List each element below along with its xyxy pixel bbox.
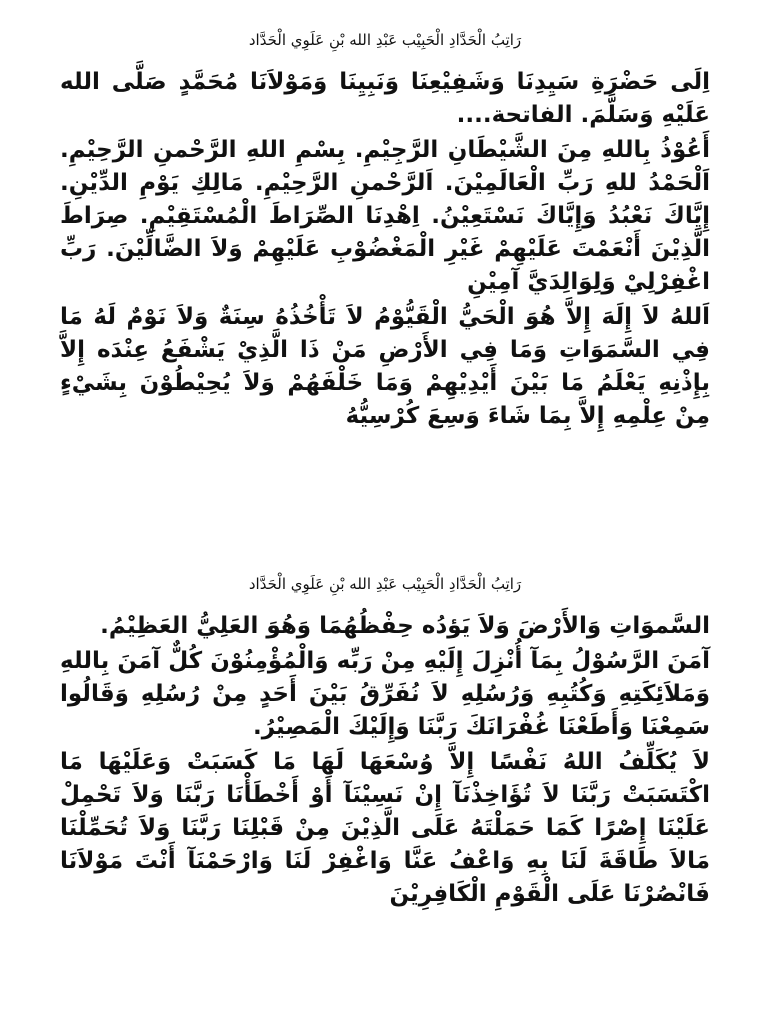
header-title: رَاتِبُ الْحَدَّادِ الْحَبِيْب عَبْدِ الله بْنِ عَلَوِي الْحَدَّاد [248, 575, 522, 593]
header-title: رَاتِبُ الْحَدَّادِ الْحَبِيْب عَبْدِ الله بْنِ عَلَوِي الْحَدَّاد [248, 31, 522, 49]
paragraph-ayat-kursi: اَللهُ لاَ إِلَهَ إِلاَّ هُوَ الْحَيُّ الْقَيُّوْمُ لاَ تَأْخُذُهُ سِنَةٌ وَلاَ نَوْمٌ لَهُ مَا فِي السَّمَوَاتِ وَمَا فِي الأَرْضِ مَنْ ذَا الَّذِيْ يَشْفَعُ عِنْدَه إِلاَّ بِإِذْنِهِ يَعْلَمُ مَا بَيْنَ أَيْدِيْهِمْ وَمَا خَلْفَهُمْ وَلاَ يُحِيْطُوْنَ بِشَيْءٍ مِنْ عِلْمِهِ إِلاَّ بِمَا شَاءَ وَسِعَ كُرْسِيُّهُ [60, 304, 710, 429]
paragraph-ayat-kursi-end: السَّموَاتِ وَالأَرْضَ وَلاَ يَؤدُه حِفْظُهُمَا وَهُوَ العَلِيُّ العَظِيْمُ. [100, 613, 710, 639]
document-section-2 [60, 572, 710, 913]
document-section-1 [60, 28, 710, 435]
paragraph-dedication: اِلَى حَضْرَةِ سَيِدِنَا وَشَفِيْعِنَا وَنَبِيِنَا وَمَوْلاَنَا مُحَمَّدٍ صَلَّى الله عَلَيْهِ وَسَلَّمَ. الفاتحة.... [60, 69, 710, 128]
paragraph-la-yukallifu: لاَ يُكَلِّفُ اللهُ نَفْسًا إِلاَّ وُسْعَهَا لَهَا مَا كَسَبَتْ وَعَلَيْهَا مَا اكْتَسَبَتْ رَبَّنَا لاَ تُؤَاخِذْنَآ إِنْ نَسِيْنَآ أَوْ أَخْطَأْنَا رَبَّنَا وَلاَ تَحْمِلْ عَلَيْنَا إِصْرًا كَمَا حَمَلْتَهُ عَلَى الَّذِيْنَ مِنْ قَبْلِنَا رَبَّنَا وَلاَ تُحَمِّلْنَا مَالاَ طَاقَةَ لَنَا بِهِ وَاعْفُ عَنَّا وَاغْفِرْ لَنَا وَارْحَمْنَآ أَنْتَ مَوْلاَنَا فَانْصُرْنَا عَلَى الْقَوْمِ الْكَافِرِيْنَ [60, 749, 710, 907]
paragraph-fatiha: أَعُوْذُ بِاللهِ مِنَ الشَّيْطَانِ الرَّجِيْمِ. بِسْمِ اللهِ الرَّحْمنِ الرَّحِيْمِ. اَلْحَمْدُ للهِ رَبِّ الْعَالَمِيْنَ. اَلرَّحْمنِ الرَّحِيْمِ. مَالِكِ يَوْمِ الدِّيْنِ. إِيَّاكَ نَعْبُدُ وَإِيَّاكَ نَسْتَعِيْنُ. اِهْدِنَا الصِّرَاطَ الْمُسْتَقِيْمِ. صِرَاطَ الَّذِيْنَ أَنْعَمْتَ عَلَيْهِمْ غَيْرِ الْمَغْضُوْبِ عَلَيْهِمْ وَلاَ الضَّالِّيْنَ. رَبِّ اغْفِرْلِيْ وَلِوَالِدَيَّ آمِيْنِ [60, 137, 710, 295]
paragraph-amana-rasul: آمَنَ الرَّسُوْلُ بِمَآ أُنْزِلَ إِلَيْهِ مِنْ رَبِّه وَالْمُؤْمِنُوْنَ كُلٌّ آمَنَ بِاللهِ وَمَلاَئِكَتِهِ وَكُتُبِهِ وَرُسُلِهِ لاَ نُفَرِّقُ بَيْنَ أَحَدٍ مِنْ رُسُلِهِ وَقَالُوا سَمِعْنَا وَأَطَعْنَا غُفْرَانَكَ رَبَّنَا وَإِلَيْكَ الْمَصِيْرُ. [60, 648, 710, 740]
